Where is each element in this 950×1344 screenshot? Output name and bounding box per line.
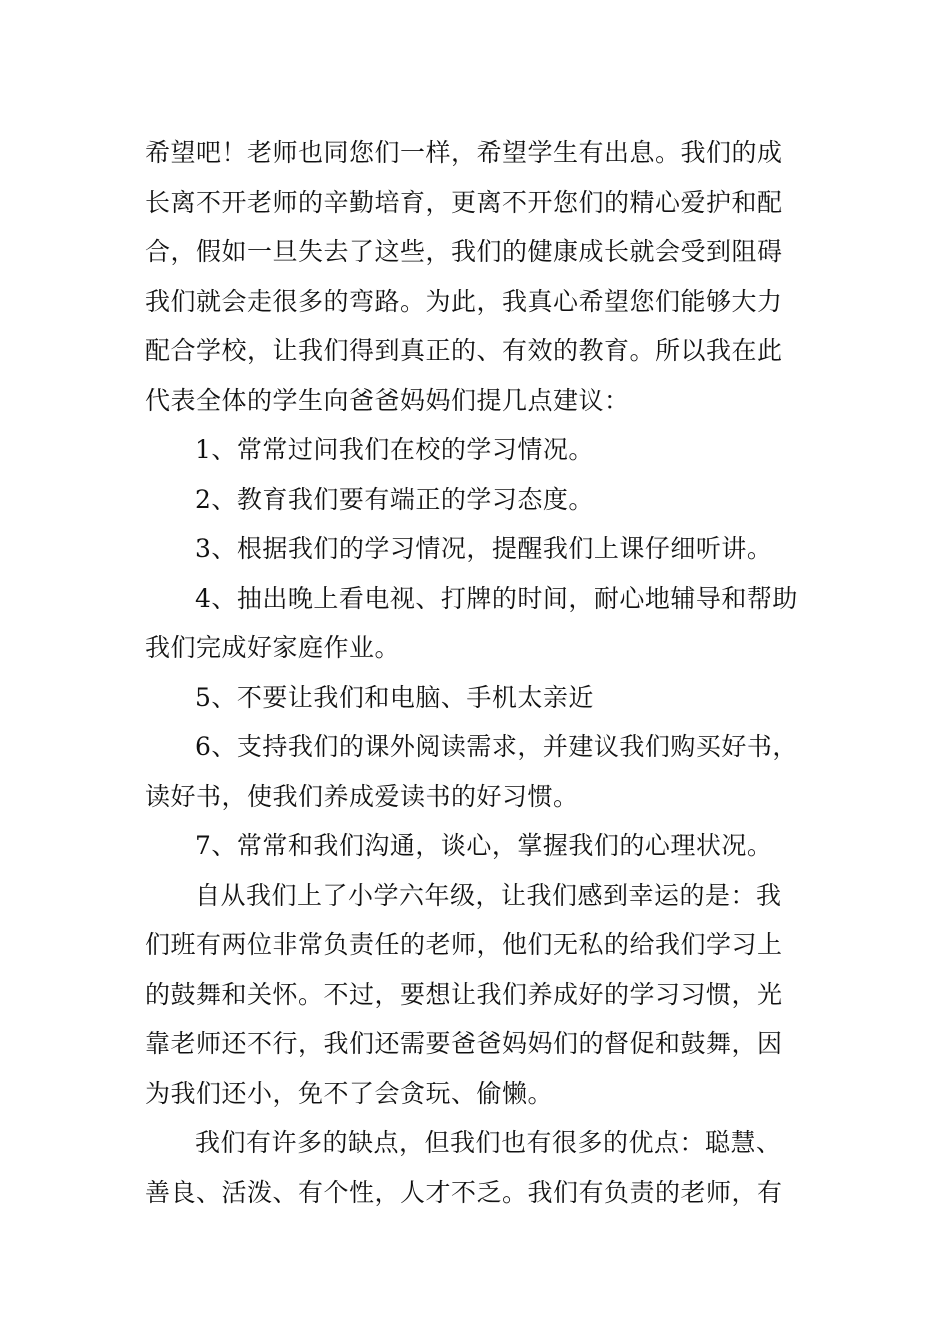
- text-line: 为我们还小，免不了会贪玩、偷懒。: [145, 1078, 554, 1108]
- text-line: 的鼓舞和关怀。不过，要想让我们养成好的学习习惯，光: [145, 979, 783, 1009]
- suggestion-item-1: 1、常常过问我们在校的学习情况。: [195, 435, 594, 464]
- text-line: 善良、活泼、有个性，人才不乏。我们有负责的老师，有: [145, 1177, 783, 1207]
- text-line: 希望吧！老师也同您们一样，希望学生有出息。我们的成: [145, 138, 783, 167]
- suggestion-item-6: 6、支持我们的课外阅读需求，并建议我们购买好书，: [195, 732, 798, 761]
- paragraph-start: 我们有许多的缺点，但我们也有很多的优点：聪慧、: [195, 1128, 782, 1157]
- body-text: [145, 128, 810, 1217]
- text-line: 读好书，使我们养成爱读书的好习惯。: [145, 781, 579, 811]
- text-line: 我们完成好家庭作业。: [145, 633, 401, 662]
- paragraph-start: 自从我们上了小学六年级，让我们感到幸运的是：我: [195, 880, 782, 910]
- text-line: 我们就会走很多的弯路。为此，我真心希望您们能够大力: [145, 286, 783, 316]
- suggestion-item-5: 5、不要让我们和电脑、手机太亲近: [195, 682, 594, 712]
- text-line: 长离不开老师的辛勤培育，更离不开您们的精心爱护和配: [145, 187, 783, 217]
- text-line: 合，假如一旦失去了这些，我们的健康成长就会受到阻碍: [145, 237, 783, 266]
- text-line: 靠老师还不行，我们还需要爸爸妈妈们的督促和鼓舞，因: [145, 1029, 783, 1058]
- suggestion-item-3: 3、根据我们的学习情况，提醒我们上课仔细听讲。: [195, 534, 773, 563]
- suggestion-item-4: 4、抽出晚上看电视、打牌的时间，耐心地辅导和帮助: [195, 583, 798, 613]
- text-line: 们班有两位非常负责任的老师，他们无私的给我们学习上: [145, 930, 783, 959]
- suggestion-item-7: 7、常常和我们沟通，谈心，掌握我们的心理状况。: [195, 831, 773, 860]
- suggestion-item-2: 2、教育我们要有端正的学习态度。: [195, 484, 594, 514]
- text-line: 代表全体的学生向爸爸妈妈们提几点建议：: [145, 385, 630, 415]
- text-line: 配合学校，让我们得到真正的、有效的教育。所以我在此: [145, 336, 783, 365]
